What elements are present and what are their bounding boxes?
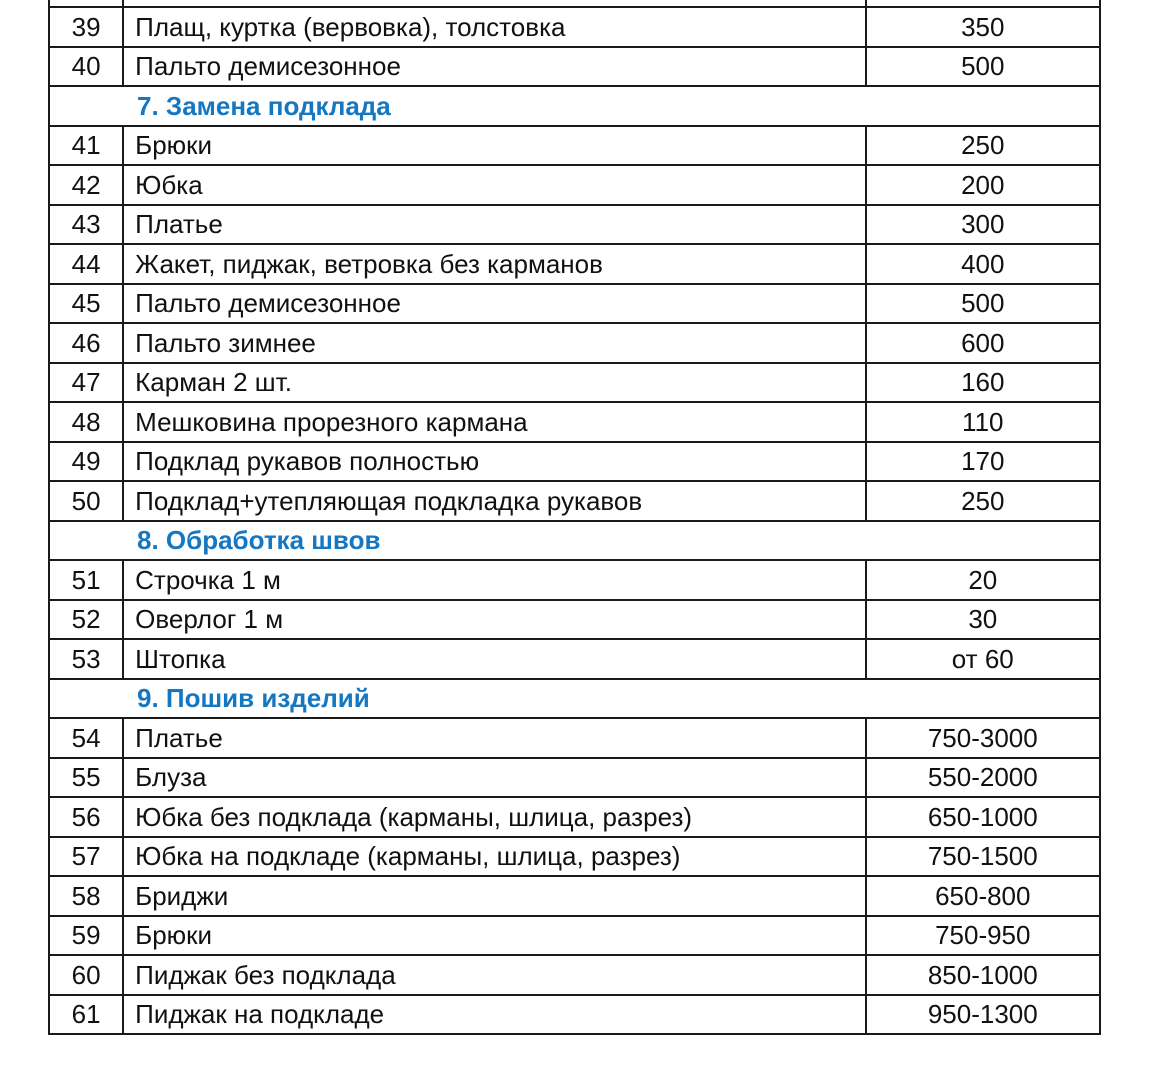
price-list-body	[49, 0, 1100, 1034]
service-price: 250	[866, 126, 1100, 166]
table-row	[49, 955, 1100, 995]
row-number: 50	[49, 481, 123, 521]
service-name: Пальто демисезонное	[123, 284, 865, 324]
row-number: 44	[49, 244, 123, 284]
row-number: 41	[49, 126, 123, 166]
table-row	[49, 718, 1100, 758]
table-row	[49, 758, 1100, 798]
service-name: Пиджак на подкладе	[123, 995, 865, 1035]
table-row	[49, 876, 1100, 916]
row-number: 47	[49, 363, 123, 403]
table-row	[49, 797, 1100, 837]
row-number: 59	[49, 916, 123, 956]
service-price: 300	[866, 205, 1100, 245]
table-row	[49, 284, 1100, 324]
service-name: Блуза	[123, 758, 865, 798]
table-row	[49, 995, 1100, 1035]
service-name: Подклад+утепляющая подкладка рукавов	[123, 481, 865, 521]
row-number: 56	[49, 797, 123, 837]
service-price: 500	[866, 47, 1100, 87]
service-price: 250	[866, 481, 1100, 521]
service-name: Юбка	[123, 165, 865, 205]
service-price: 170	[866, 442, 1100, 482]
service-price: 650-800	[866, 876, 1100, 916]
service-price: 160	[866, 363, 1100, 403]
table-row	[49, 126, 1100, 166]
service-price: 200	[866, 165, 1100, 205]
service-name: Пиджак без подклада	[123, 955, 865, 995]
service-price: 750-950	[866, 916, 1100, 956]
row-number: 48	[49, 402, 123, 442]
service-price: 350	[866, 7, 1100, 47]
row-number: 43	[49, 205, 123, 245]
row-number: 46	[49, 323, 123, 363]
cut-off-cell	[49, 0, 123, 7]
service-price: 750-1500	[866, 837, 1100, 877]
service-price: 30	[866, 600, 1100, 640]
table-row	[49, 47, 1100, 87]
section-header-row	[49, 521, 1100, 561]
service-name: Оверлог 1 м	[123, 600, 865, 640]
service-name: Строчка 1 м	[123, 560, 865, 600]
table-row	[49, 481, 1100, 521]
service-price: 20	[866, 560, 1100, 600]
cut-off-row	[49, 0, 1100, 7]
service-price: 400	[866, 244, 1100, 284]
service-name: Бриджи	[123, 876, 865, 916]
service-name: Брюки	[123, 916, 865, 956]
row-number: 39	[49, 7, 123, 47]
table-row	[49, 165, 1100, 205]
section-header-row	[49, 679, 1100, 719]
row-number: 54	[49, 718, 123, 758]
service-name: Штопка	[123, 639, 865, 679]
table-row	[49, 244, 1100, 284]
price-list-table	[48, 0, 1101, 1035]
service-price: от 60	[866, 639, 1100, 679]
row-number: 53	[49, 639, 123, 679]
service-name: Юбка без подклада (карманы, шлица, разрез)	[123, 797, 865, 837]
row-number: 51	[49, 560, 123, 600]
row-number: 42	[49, 165, 123, 205]
row-number: 61	[49, 995, 123, 1035]
service-name: Карман 2 шт.	[123, 363, 865, 403]
table-row	[49, 7, 1100, 47]
row-number: 58	[49, 876, 123, 916]
row-number: 60	[49, 955, 123, 995]
service-name: Брюки	[123, 126, 865, 166]
cut-off-cell	[123, 0, 865, 7]
service-name: Юбка на подкладе (карманы, шлица, разрез)	[123, 837, 865, 877]
service-price: 600	[866, 323, 1100, 363]
table-row	[49, 600, 1100, 640]
table-row	[49, 560, 1100, 600]
row-number: 40	[49, 47, 123, 87]
section-header-row	[49, 86, 1100, 126]
section-title: 8. Обработка швов	[49, 521, 1100, 561]
row-number: 45	[49, 284, 123, 324]
table-row	[49, 916, 1100, 956]
table-row	[49, 363, 1100, 403]
service-name: Подклад рукавов полностью	[123, 442, 865, 482]
row-number: 55	[49, 758, 123, 798]
service-price: 950-1300	[866, 995, 1100, 1035]
row-number: 57	[49, 837, 123, 877]
service-name: Плащ, куртка (вервовка), толстовка	[123, 7, 865, 47]
service-price: 850-1000	[866, 955, 1100, 995]
service-price: 650-1000	[866, 797, 1100, 837]
table-row	[49, 837, 1100, 877]
cut-off-cell	[866, 0, 1100, 7]
service-price: 550-2000	[866, 758, 1100, 798]
service-name: Жакет, пиджак, ветровка без карманов	[123, 244, 865, 284]
table-row	[49, 323, 1100, 363]
row-number: 52	[49, 600, 123, 640]
service-price: 500	[866, 284, 1100, 324]
service-name: Пальто демисезонное	[123, 47, 865, 87]
section-title: 9. Пошив изделий	[49, 679, 1100, 719]
table-row	[49, 205, 1100, 245]
service-price: 750-3000	[866, 718, 1100, 758]
table-row	[49, 639, 1100, 679]
table-row	[49, 402, 1100, 442]
service-name: Платье	[123, 205, 865, 245]
service-name: Пальто зимнее	[123, 323, 865, 363]
table-row	[49, 442, 1100, 482]
service-name: Мешковина прорезного кармана	[123, 402, 865, 442]
section-title: 7. Замена подклада	[49, 86, 1100, 126]
service-name: Платье	[123, 718, 865, 758]
row-number: 49	[49, 442, 123, 482]
service-price: 110	[866, 402, 1100, 442]
